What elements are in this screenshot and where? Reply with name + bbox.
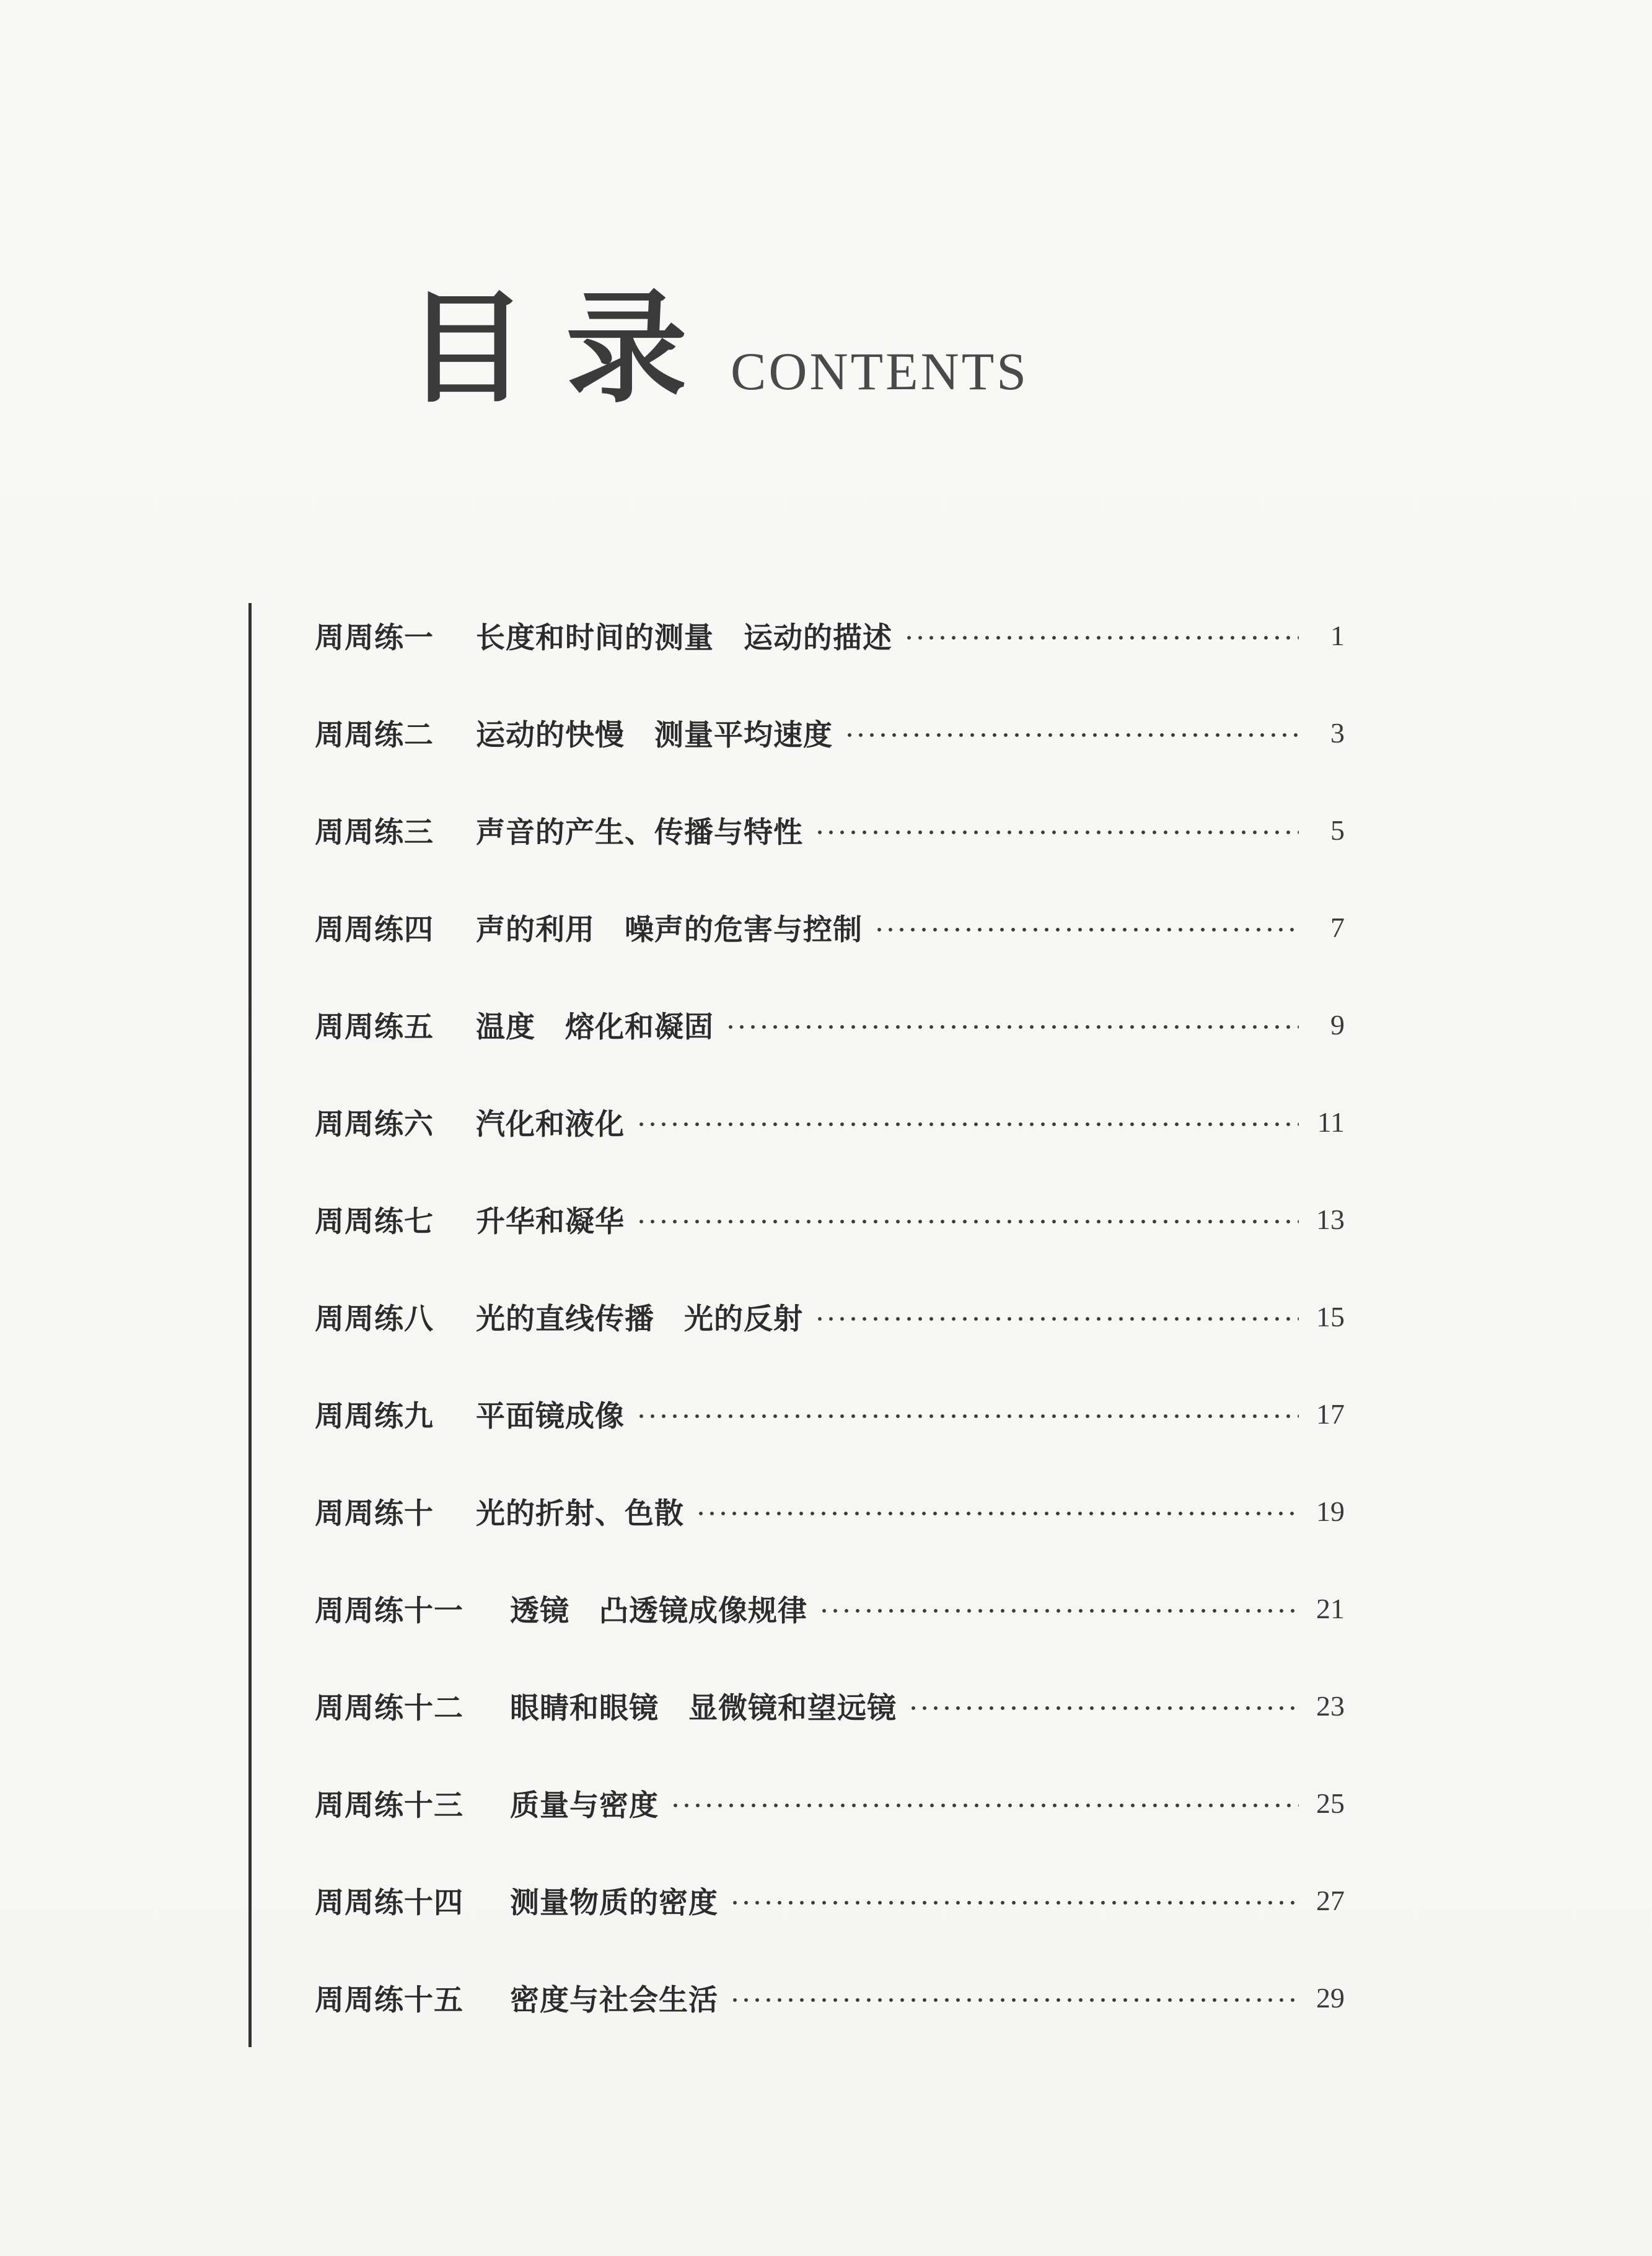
toc-entry-5[interactable] — [315, 990, 1345, 1059]
toc-entry-page: 21 — [1316, 1592, 1345, 1624]
toc-entry-title: 平面镜成像 — [476, 1399, 625, 1434]
toc-leader-dots — [636, 1122, 1299, 1127]
toc-entry-page: 7 — [1330, 911, 1345, 943]
toc-entry-page: 23 — [1316, 1690, 1345, 1722]
toc-entry-12[interactable] — [315, 1672, 1345, 1740]
toc-entry-number: 周周练十一 — [315, 1593, 464, 1628]
toc-entry-title: 质量与密度 — [510, 1788, 659, 1823]
toc-entry-page: 15 — [1316, 1300, 1345, 1333]
toc-entry-page: 1 — [1330, 619, 1345, 651]
toc-entry-15[interactable] — [315, 1963, 1345, 2032]
toc-entry-number: 周周练八 — [315, 1302, 434, 1336]
toc-entry-number: 周周练四 — [315, 912, 434, 947]
toc-entry-title: 光的折射、色散 — [476, 1496, 684, 1531]
toc-entry-page: 3 — [1330, 716, 1345, 749]
toc-leader-dots — [670, 1803, 1299, 1808]
toc-entry-11[interactable] — [315, 1574, 1345, 1642]
toc-entry-page: 11 — [1317, 1106, 1345, 1138]
toc-entry-title: 升华和凝华 — [476, 1204, 625, 1239]
toc-entry-10[interactable] — [315, 1477, 1345, 1545]
toc-entry-page: 13 — [1316, 1203, 1345, 1235]
toc-leader-dots — [814, 830, 1299, 835]
toc-entry-page: 19 — [1316, 1495, 1345, 1527]
toc-entry-8[interactable] — [315, 1282, 1345, 1351]
toc-entry-2[interactable] — [315, 698, 1345, 767]
toc-entry-14[interactable] — [315, 1866, 1345, 1934]
toc-entry-page: 9 — [1330, 1008, 1345, 1041]
toc-entry-title: 透镜 凸透镜成像规律 — [510, 1593, 807, 1628]
toc-entry-number: 周周练十二 — [315, 1691, 464, 1725]
toc-leader-dots — [903, 635, 1299, 640]
toc-entry-number: 周周练二 — [315, 718, 434, 752]
toc-leader-dots — [819, 1608, 1299, 1613]
toc-leader-dots — [814, 1316, 1299, 1321]
toc-entry-title: 汽化和液化 — [476, 1107, 625, 1142]
toc-entry-number: 周周练十四 — [315, 1885, 464, 1920]
toc-entry-13[interactable] — [315, 1769, 1345, 1837]
toc-entry-title: 声的利用 噪声的危害与控制 — [476, 912, 863, 947]
toc-entry-3[interactable] — [315, 796, 1345, 864]
toc-entry-number: 周周练十五 — [315, 1983, 464, 2017]
toc-entry-title: 眼睛和眼镜 显微镜和望远镜 — [510, 1691, 897, 1725]
toc-entry-4[interactable] — [315, 893, 1345, 961]
heading-chinese: 目录 — [406, 277, 726, 420]
toc-entry-number: 周周练十 — [315, 1496, 434, 1531]
toc-entry-title: 温度 熔化和凝固 — [476, 1010, 714, 1044]
toc-leader-dots — [636, 1219, 1299, 1224]
toc-entry-page: 29 — [1316, 1981, 1345, 2014]
toc-entry-7[interactable] — [315, 1185, 1345, 1253]
toc-leader-dots — [695, 1511, 1299, 1516]
toc-entry-title: 光的直线传播 光的反射 — [476, 1302, 803, 1336]
toc-entry-number: 周周练十三 — [315, 1788, 464, 1823]
toc-entry-number: 周周练九 — [315, 1399, 434, 1434]
toc-leader-dots — [636, 1414, 1299, 1419]
toc-leader-dots — [844, 733, 1299, 738]
heading-english: CONTENTS — [731, 341, 1029, 401]
toc-entry-number: 周周练五 — [315, 1010, 434, 1044]
vertical-rule — [248, 603, 252, 2047]
toc-entry-page: 5 — [1330, 814, 1345, 846]
toc-entry-number: 周周练一 — [315, 620, 434, 655]
toc-entry-title: 运动的快慢 测量平均速度 — [476, 718, 833, 752]
toc-entry-title: 测量物质的密度 — [510, 1885, 718, 1920]
toc-entry-page: 25 — [1316, 1787, 1345, 1819]
toc-entry-9[interactable] — [315, 1380, 1345, 1448]
toc-leader-dots — [874, 927, 1299, 932]
toc-entry-page: 27 — [1316, 1884, 1345, 1916]
toc-leader-dots — [729, 1998, 1299, 2003]
toc-entry-6[interactable] — [315, 1088, 1345, 1156]
toc-leader-dots — [725, 1024, 1299, 1029]
toc-entry-number: 周周练七 — [315, 1204, 434, 1239]
toc-entry-number: 周周练六 — [315, 1107, 434, 1142]
contents-heading — [406, 273, 1029, 420]
toc-entry-title: 密度与社会生活 — [510, 1983, 718, 2017]
toc-entry-page: 17 — [1316, 1398, 1345, 1430]
toc-entry-number: 周周练三 — [315, 815, 434, 850]
toc-entry-title: 声音的产生、传播与特性 — [476, 815, 803, 850]
toc-entry-title: 长度和时间的测量 运动的描述 — [476, 620, 892, 655]
toc-leader-dots — [729, 1900, 1299, 1905]
toc-entry-1[interactable] — [315, 601, 1345, 669]
toc-leader-dots — [908, 1706, 1299, 1711]
